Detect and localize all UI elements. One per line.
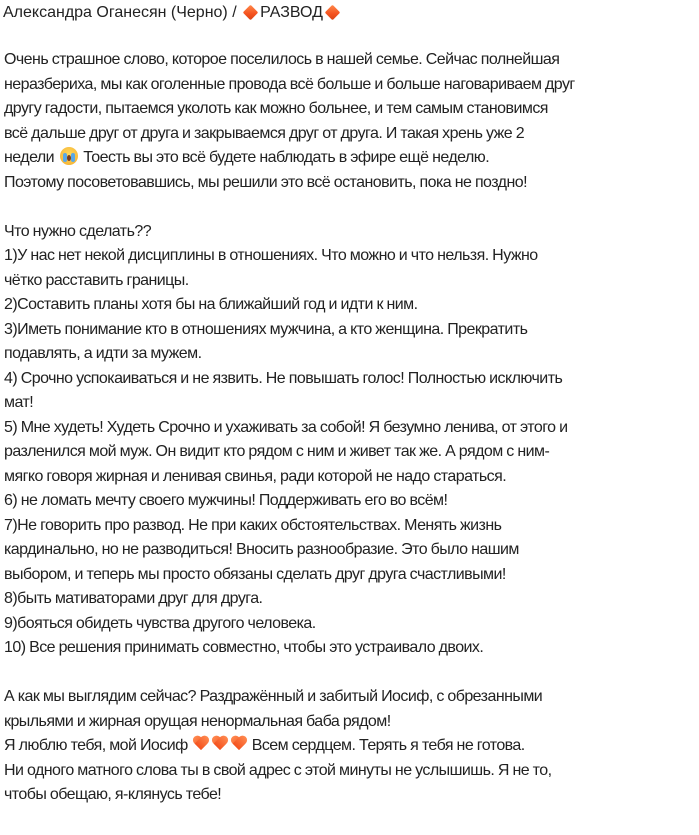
todo-line: 9)бояться обидеть чувства другого человека. bbox=[4, 614, 316, 632]
text-line bbox=[4, 146, 696, 171]
post-topic: РАЗВОД bbox=[260, 4, 323, 21]
text-line: Ни одного матного слова ты в свой адрес с этой минуты не услышишь. Я не то, bbox=[4, 761, 552, 779]
text-line: Очень страшное слово, которое поселилось в нашей семье. Сейчас полнейшая bbox=[4, 51, 560, 68]
text-fragment: недели bbox=[4, 149, 55, 166]
orange-diamond-icon bbox=[325, 4, 341, 20]
todo-line: 6) не ломать мечту своего мужчины! Поддерживать его во всём! bbox=[4, 492, 448, 509]
intro-paragraph bbox=[4, 48, 696, 195]
todo-line: 2)Составить планы хотя бы на ближайший год и идти к ним. bbox=[4, 296, 418, 313]
todo-line: мат! bbox=[4, 394, 34, 411]
todo-heading: Что нужно сделать?? bbox=[4, 222, 152, 240]
post-title bbox=[3, 3, 342, 23]
todo-line: мягко говоря жирная и ленивая свинья, ради которой не надо стараться. bbox=[4, 467, 507, 485]
post-body bbox=[4, 48, 696, 808]
text-line: всё дальше друг от друга и закрываемся друг от друга. И такая хрень уже 2 bbox=[4, 124, 525, 142]
text-line: А как мы выглядим сейчас? Раздражённый и забитый Иосиф, с обрезанными bbox=[4, 688, 543, 705]
hearts-group bbox=[192, 734, 249, 759]
text-line: чтобы обещаю, я-клянусь тебе! bbox=[4, 786, 222, 803]
todo-line: 10) Все решения принимать совместно, чтобы это устраивало двоих. bbox=[4, 639, 484, 656]
todo-line: 1)У нас нет некой дисциплины в отношениях. Что можно и что нельзя. Нужно bbox=[4, 247, 538, 264]
orange-heart-icon bbox=[192, 736, 210, 752]
closing-paragraph bbox=[4, 685, 696, 808]
todo-line: выбором, и теперь мы просто обязаны сделать друг друга счастливыми! bbox=[4, 565, 506, 583]
paragraph-gap bbox=[4, 661, 696, 686]
todo-line: 4) Срочно успокаиваться и не язвить. Не повышать голос! Полностью исключить bbox=[4, 369, 563, 387]
post-author: Александра Оганесян (Черно) / bbox=[3, 4, 237, 21]
text-line: другу гадости, пытаемся уколоть как можно больнее, и тем самым становимся bbox=[4, 100, 548, 117]
todo-line: чётко расставить границы. bbox=[4, 271, 189, 289]
text-line: неразбериха, мы как оголенные провода всё больше и больше наговариваем друг bbox=[4, 75, 575, 93]
orange-diamond-icon bbox=[243, 4, 259, 20]
text-fragment: Всем сердцем. Терять я тебя не готова. bbox=[251, 737, 525, 754]
todo-line: 7)Не говорить про развод. Не при каких обстоятельствах. Менять жизнь bbox=[4, 516, 502, 534]
todo-line: 3)Иметь понимание кто в отношениях мужчина, а кто женщина. Прекратить bbox=[4, 320, 528, 338]
text-line: Поэтому посоветовавшись, мы решили это всё остановить, пока не поздно! bbox=[4, 173, 527, 191]
todo-line: кардинально, но не разводиться! Вносить разнообразие. Это было нашим bbox=[4, 541, 519, 558]
text-fragment: Тоесть вы это всё будете наблюдать в эфире ещё неделю. bbox=[83, 149, 490, 166]
todo-list bbox=[4, 220, 696, 661]
orange-heart-icon bbox=[211, 736, 229, 752]
todo-line: подавлять, а идти за мужем. bbox=[4, 345, 202, 362]
text-line bbox=[4, 734, 696, 759]
orange-heart-icon bbox=[230, 736, 248, 752]
paragraph-gap bbox=[4, 195, 696, 220]
todo-line: разленился мой муж. Он видит кто рядом с ним и живет так же. А рядом с ним- bbox=[4, 443, 550, 460]
todo-line: 8)быть мативаторами друг для друга. bbox=[4, 590, 263, 607]
text-fragment: Я люблю тебя, мой Иосиф bbox=[4, 737, 188, 754]
text-line: крыльями и жирная орущая ненормальная баба рядом! bbox=[4, 712, 391, 730]
todo-line: 5) Мне худеть! Худеть Срочно и ухаживать за собой! Я безумно ленива, от этого и bbox=[4, 418, 568, 436]
loudly-crying-face-icon bbox=[60, 147, 78, 165]
